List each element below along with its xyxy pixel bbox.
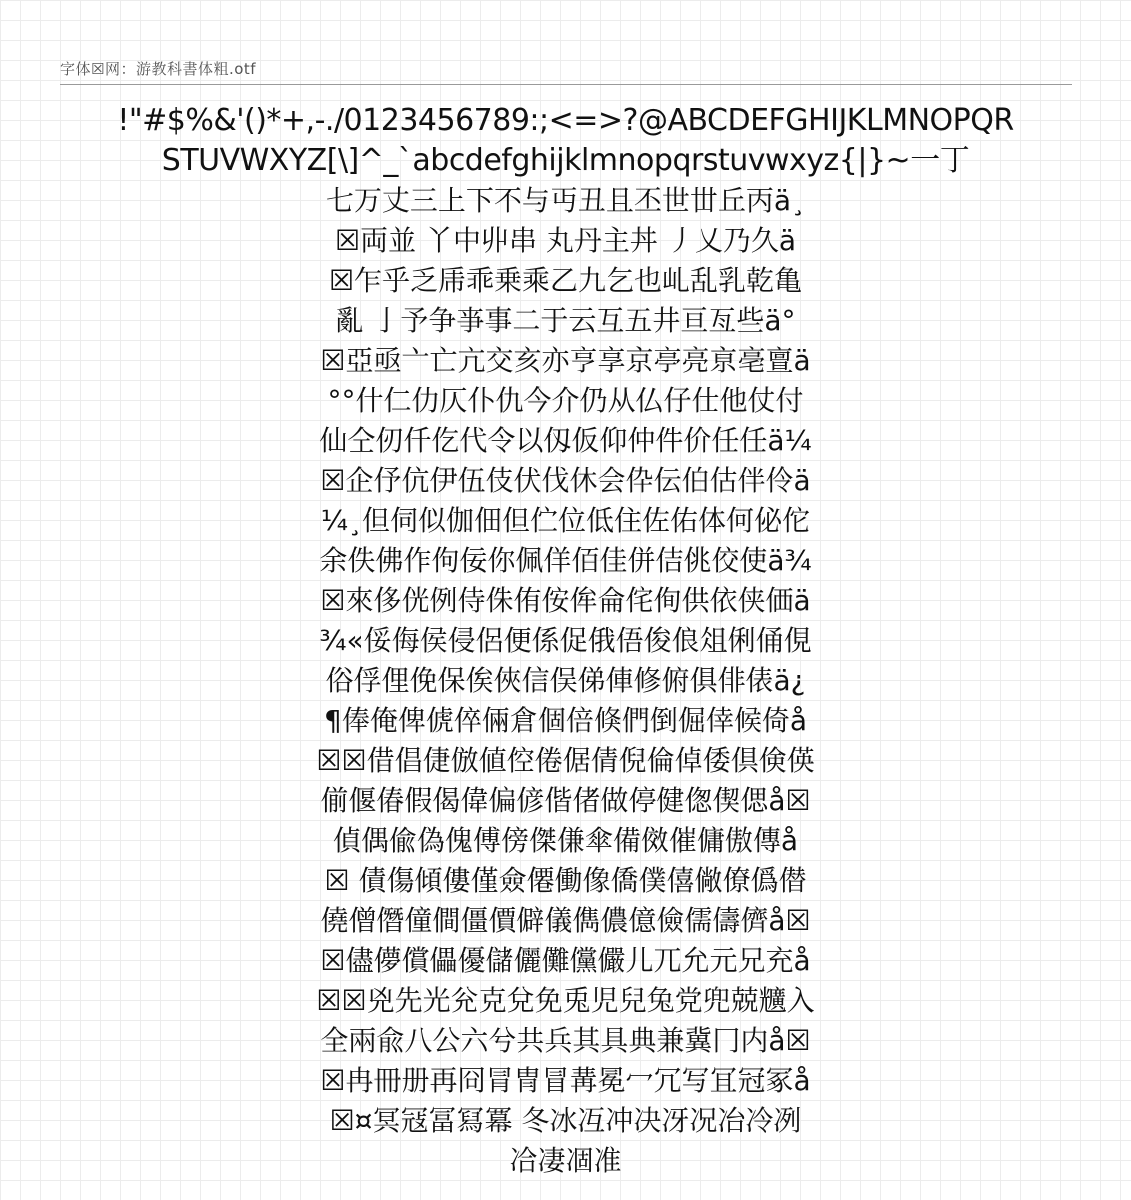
glyph-line: ☒冉冊册再冏冐冑冒冓冕冖冗写冝冠冢å [320, 1064, 811, 1097]
glyph-line: STUVWXYZ[\]^_`abcdefghijklmnopqrstuvwxyz{|}~一丁 [161, 143, 970, 178]
glyph-sample-area [0, 101, 1131, 1181]
glyph-line: 仙仝仞仟仡代令以仭仮仰仲件价任任ä¼ [319, 424, 812, 457]
glyph-line: ☒企伃伉伊伍伎伏伐休会伜伝伯估伴伶ä [320, 464, 811, 497]
glyph-line: 偵偶偸偽傀傅傍傑傔傘備傚催傭傲傳å [332, 824, 799, 857]
glyph-line: ¶俸俺俾俿倅倆倉個倍倏們倒倔倖候倚å [324, 704, 807, 737]
glyph-line: ¾«俀侮侯侵侶便係促俄俉俊俍俎俐俑俔 [319, 624, 812, 657]
font-file-title: 字体☒网：游教科書体粗.otf [60, 60, 257, 78]
glyph-line: ☒☒借倡倢倣値倥倦倨倩倪倫倬倭倶倹偀 [316, 744, 815, 777]
glyph-line: ☒両並 丫中丱串 丸丹主丼 丿乂乃久ä [335, 224, 796, 257]
glyph-line: ☒☒兇先光兊克兌免兎児兒兔党兜兢兤入 [316, 984, 815, 1017]
glyph-line: !"#$%&'()*+,-./0123456789:;<=>?@ABCDEFGHIJKLMNOPQR [117, 103, 1014, 138]
page-header [60, 56, 1072, 85]
glyph-line: 冾凄凅准 [509, 1144, 622, 1177]
glyph-line: ☒亞亟亠亡亢交亥亦亨享京亭亮亰亳亶ä [320, 344, 811, 377]
glyph-line: 俗俘俚俛保俟俠信俣俤俥修俯俱俳俵ä¿ [325, 664, 806, 697]
glyph-line: 七万丈三上下不与丏丑且丕世丗丘丙ä¸ [325, 184, 806, 217]
glyph-line: ¼¸但伺似伽佃但伫位低住佐佑体何佖佗 [320, 504, 811, 537]
glyph-line: 僥僧僭僮僴僵價僻儀儁儂億儉儒儔儕å☒ [320, 904, 811, 937]
glyph-line: °°什仁仂仄仆仇今介仍从仏仔仕他仗付 [327, 384, 804, 417]
glyph-line: ☒¤冥冦冨冩冪 冬冰冱冲决冴况冶冷冽 [329, 1104, 802, 1137]
glyph-line: 全兩兪八公六兮共兵其具典兼冀冂内å☒ [320, 1024, 811, 1057]
glyph-line: 亂 亅予争亊事二于云互五井亘亙些ä° [335, 304, 796, 337]
glyph-line: ☒ 債傷傾僂僅僉僊働像僑僕僖僘僚僞僣 [324, 864, 807, 897]
glyph-line: 余佚佛作佝佞你佩佯佰佳併佶佻佼使ä¾ [319, 544, 812, 577]
glyph-line: ☒乍乎乏乕乖乗乘乙九乞也乢乱乳乾亀 [328, 264, 803, 297]
glyph-line: ☒來侈侊例侍侏侑侒侔侖侘侚供依侠価ä [320, 584, 811, 617]
glyph-line: ☒儘儚償儡優儲儷儺儻儼儿兀允元兄充å [320, 944, 811, 977]
glyph-line: 偂偃偆假偈偉偏偐偕偖做停健偬偰偲å☒ [320, 784, 811, 817]
